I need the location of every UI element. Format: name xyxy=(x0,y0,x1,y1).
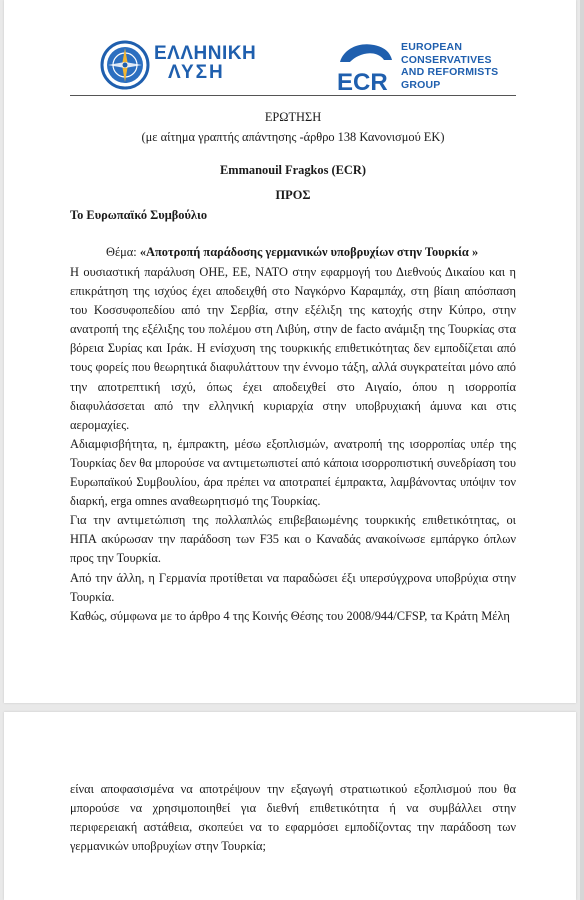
paragraph: Καθώς, σύμφωνα με το άρθρο 4 της Κοινής Θέσης του 2008/944/CFSP, τα Κράτη Μέλη xyxy=(70,608,510,623)
paragraph: είναι αποφασισμένα να αποτρέψουν την εξαγωγή στρατιωτικού εξοπλισμού που θα μπορούσε να χρησιμοποιηθεί για διεθνή επιθετικότητα ή να συμβάλλει στην περιφερειακή αστάθεια, σκοπεύει να το εφαρμόσει εμποδίζοντας την παράδοση των γερμανικών υποβρυχίων στην Τουρκία; xyxy=(70,782,516,854)
ecr-group-logo xyxy=(334,40,534,94)
letterhead xyxy=(4,0,576,100)
header-divider xyxy=(70,95,516,96)
paragraph: Για την αντιμετώπιση της πολλαπλώς επιβεβαιωμένης τουρκικής επιθετικότητας, οι ΗΠΑ ακύρωσαν την παράδοση των F35 και ο Καναδάς ανακοίνωσε εμπάργκο όπλων προς την Τουρκία. xyxy=(70,513,516,566)
document-title: ΕΡΩΤΗΣΗ xyxy=(264,110,322,124)
ecr-line-2: CONSERVATIVES xyxy=(401,53,492,66)
paragraph: Αδιαμφισβήτητα, η, έμπρακτη, μέσω εξοπλισμών, ανατροπή της ισορροπίας υπέρ της Τουρκίας δεν θα μπορούσε να αντιμετωπιστεί από κάποια ισορροπιστική συνεδρίαση του Ευρωπαϊκού Συμβουλίου, άρα πρέπει να αποτραπεί έμπρακτα, λαμβάνοντας υπόψιν τον διαρκή, erga omnes αναθεωρητισμό της Τουρκίας. xyxy=(70,436,516,509)
logo-line-2: ΛΥΣΗ xyxy=(168,62,225,83)
ecr-lion-icon xyxy=(334,40,398,94)
elliniki-lysi-logo xyxy=(100,40,260,92)
paragraph: Η ουσιαστική παράλυση ΟΗΕ, ΕΕ, ΝΑΤΟ στην εφαρμογή του Διεθνούς Δικαίου και η επικράτηση της ισχύος έχει αποδειχθή στο Ναγκόρνο Καραμπάχ, στη βίαιη απόσπαση του Κοσσυφοπεδίου από την Σερβία, στην εξέλιξη της κατοχής στην Κύπρο, στην ανατροπή της εξέλιξης του πολέμου στη Λιβύη, στην de facto ανάμιξη της Τουρκίας στα βόρεια Συρίας και Ιράκ. Η ενίσχυση της τουρκικής επιθετικότητας δεν εμποδίζεται από τους φορείς που θεωρητικά διαφυλάττουν την έννομο τάξη, αλλά συγκρατείται μόνο από την αποτρεπτική ισχύ, όπως έχει αποδειχθεί στο Αιγαίο, όπου η ισορροπία διαφυλάσσεται από την ελληνική κυριαρχία στην υποβρυχιακή άμυνα και στις αερομαχίες. xyxy=(70,265,516,432)
to-label: ΠΡΟΣ xyxy=(275,188,311,202)
page2-body-text xyxy=(70,780,516,856)
compass-seal-icon xyxy=(100,40,150,90)
subject-line xyxy=(70,245,516,260)
body-text xyxy=(70,263,516,626)
logo-line-1: ΕΛΛΗΝΙΚΗ xyxy=(154,43,257,64)
subject-text: «Αποτροπή παράδοσης γερμανικών υποβρυχίων στην Τουρκία » xyxy=(139,245,479,259)
paragraph: Από την άλλη, η Γερμανία προτίθεται να παραδώσει έξι υπερσύγχρονα υποβρύχια στην Τουρκία. xyxy=(70,570,516,604)
recipient: Το Ευρωπαϊκό Συμβούλιο xyxy=(70,208,208,222)
document-page-2 xyxy=(4,712,576,900)
subject-label: Θέμα: xyxy=(106,245,137,259)
ecr-line-4: GROUP xyxy=(401,78,441,91)
scrollbar-track[interactable] xyxy=(580,0,584,900)
author: Emmanouil Fragkos (ECR) xyxy=(220,163,366,177)
ecr-acronym: ECR xyxy=(337,69,388,94)
document-subtitle: (με αίτημα γραπτής απάντησης -άρθρο 138 Κανονισμού ΕΚ) xyxy=(141,130,445,144)
document-page-1 xyxy=(4,0,576,703)
ecr-line-1: EUROPEAN xyxy=(401,41,463,53)
ecr-line-3: AND REFORMISTS xyxy=(401,66,499,78)
